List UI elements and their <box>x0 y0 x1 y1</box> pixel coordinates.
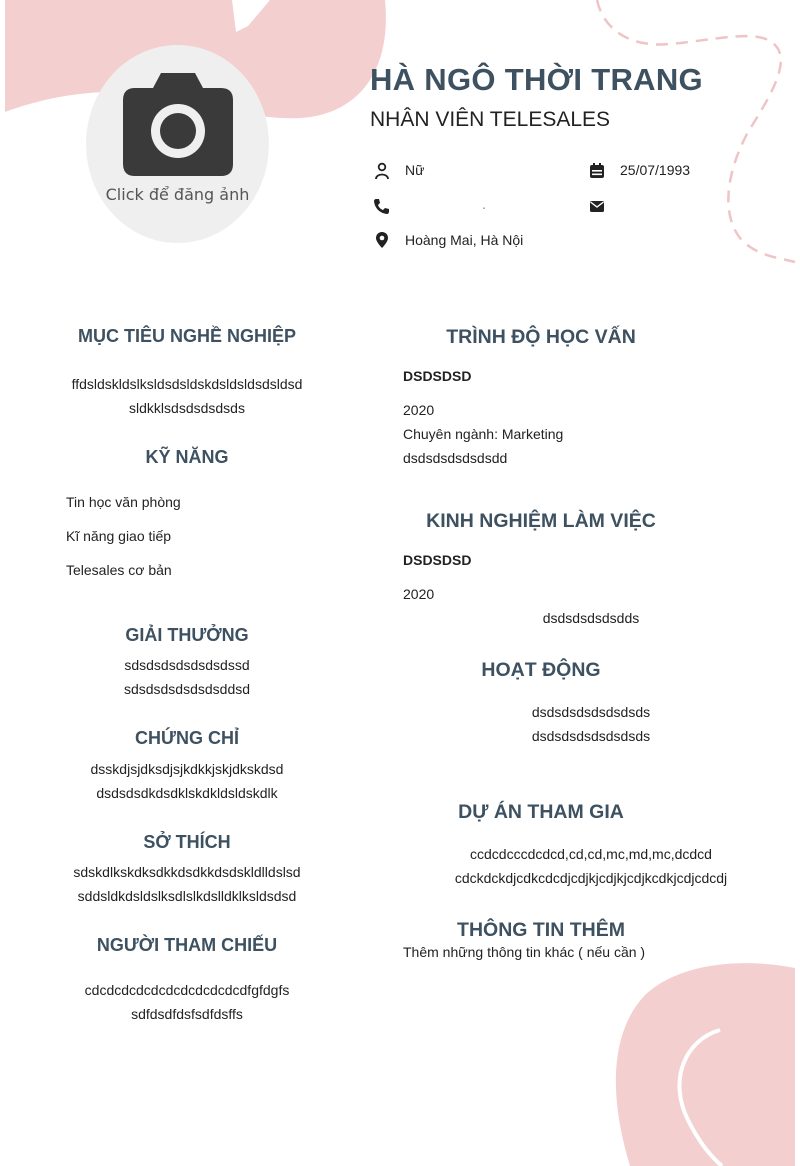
awards-heading: GIẢI THƯỞNG <box>125 625 249 645</box>
gender: Nữ <box>405 162 425 178</box>
objective-heading: MỤC TIÊU NGHỀ NGHIỆP <box>77 326 296 346</box>
activities-line-1: dsdsdsdsdsdsdsds <box>531 704 651 720</box>
experience-description: dsdsdsdsdsdds <box>542 610 640 626</box>
hobbies-line-1: sdskdlkskdksdkkdsdkkdsdskldlldslsd <box>73 864 301 880</box>
phone-icon <box>372 197 390 215</box>
calendar-icon <box>588 162 606 180</box>
education-heading: TRÌNH ĐỘ HỌC VẤN <box>446 326 636 348</box>
top-right-dashed-line <box>597 0 795 262</box>
projects-heading: DỰ ÁN THAM GIA <box>458 801 624 823</box>
experience-heading: KINH NGHIỆM LÀM VIỆC <box>426 510 656 532</box>
photo-upload[interactable] <box>86 45 269 243</box>
education-year: 2020 <box>403 402 435 418</box>
awards-line-1: sdsdsdsdsdsdsdssd <box>124 657 250 673</box>
camera-icon <box>123 73 233 176</box>
bottom-right-blob <box>616 963 795 1166</box>
email-icon <box>588 197 606 215</box>
references-heading: NGƯỜI THAM CHIẾU <box>96 935 278 955</box>
certificates-line-1: dsskdjsjdksdjsjkdkkjskjdkskdsd <box>90 761 284 777</box>
additional-info-heading: THÔNG TIN THÊM <box>457 919 625 941</box>
experience-year: 2020 <box>403 586 435 602</box>
awards-line-2: sdsdsdsdsdsdsddsd <box>123 681 251 697</box>
objective-line-2: sldkklsdsdsdsdsds <box>129 400 245 416</box>
hobbies-line-2: sddsldkdsldslksdlslkdslldklksldsdsd <box>77 888 297 904</box>
projects-line-1: ccdcdcccdcdcd,cd,cd,mc,md,mc,dcdcd <box>470 846 712 862</box>
skill-item: Kĩ năng giao tiếp <box>66 528 172 544</box>
certificates-line-2: dsdsdsdkdsdklskdkldsldskdlk <box>96 785 278 801</box>
experience-company: DSDSDSD <box>403 552 472 568</box>
skill-item: Telesales cơ bản <box>66 562 172 578</box>
education-major: Chuyên ngành: Marketing <box>403 426 564 442</box>
person-icon <box>373 162 391 180</box>
activities-heading: HOẠT ĐỘNG <box>481 659 601 681</box>
hobbies-heading: SỞ THÍCH <box>143 832 231 852</box>
additional-info-text: Thêm những thông tin khác ( nếu cần ) <box>403 944 646 960</box>
address: Hoàng Mai, Hà Nội <box>405 232 524 248</box>
projects-line-2: cdckdckdjcdkcdcdjcdjkjcdjkjcdjkcdkjcdjcdcdj <box>454 870 728 886</box>
skill-item: Tin học văn phòng <box>66 494 181 510</box>
objective-line-1: ffdsldskldslksldsdsldskdsldsldsdsldsd <box>71 376 303 392</box>
education-school: DSDSDSD <box>403 368 472 384</box>
photo-caption: Click để đăng ảnh <box>105 185 250 204</box>
references-line-1: cdcdcdcdcdcdcdcdcdcdcdfgfdgfs <box>84 982 290 998</box>
candidate-name: HÀ NGÔ THỜI TRANG <box>370 62 703 97</box>
birthdate: 25/07/1993 <box>620 162 691 178</box>
education-description: dsdsdsdsdsdsdd <box>403 450 508 466</box>
location-icon <box>373 231 391 249</box>
references-line-2: sdfdsdfdsfsdfdsffs <box>131 1006 243 1022</box>
skills-heading: KỸ NĂNG <box>145 447 229 467</box>
phone: . <box>482 196 486 212</box>
certificates-heading: CHỨNG CHỈ <box>135 728 239 748</box>
activities-line-2: dsdsdsdsdsdsdsds <box>531 728 651 744</box>
job-title: NHÂN VIÊN TELESALES <box>370 108 611 131</box>
